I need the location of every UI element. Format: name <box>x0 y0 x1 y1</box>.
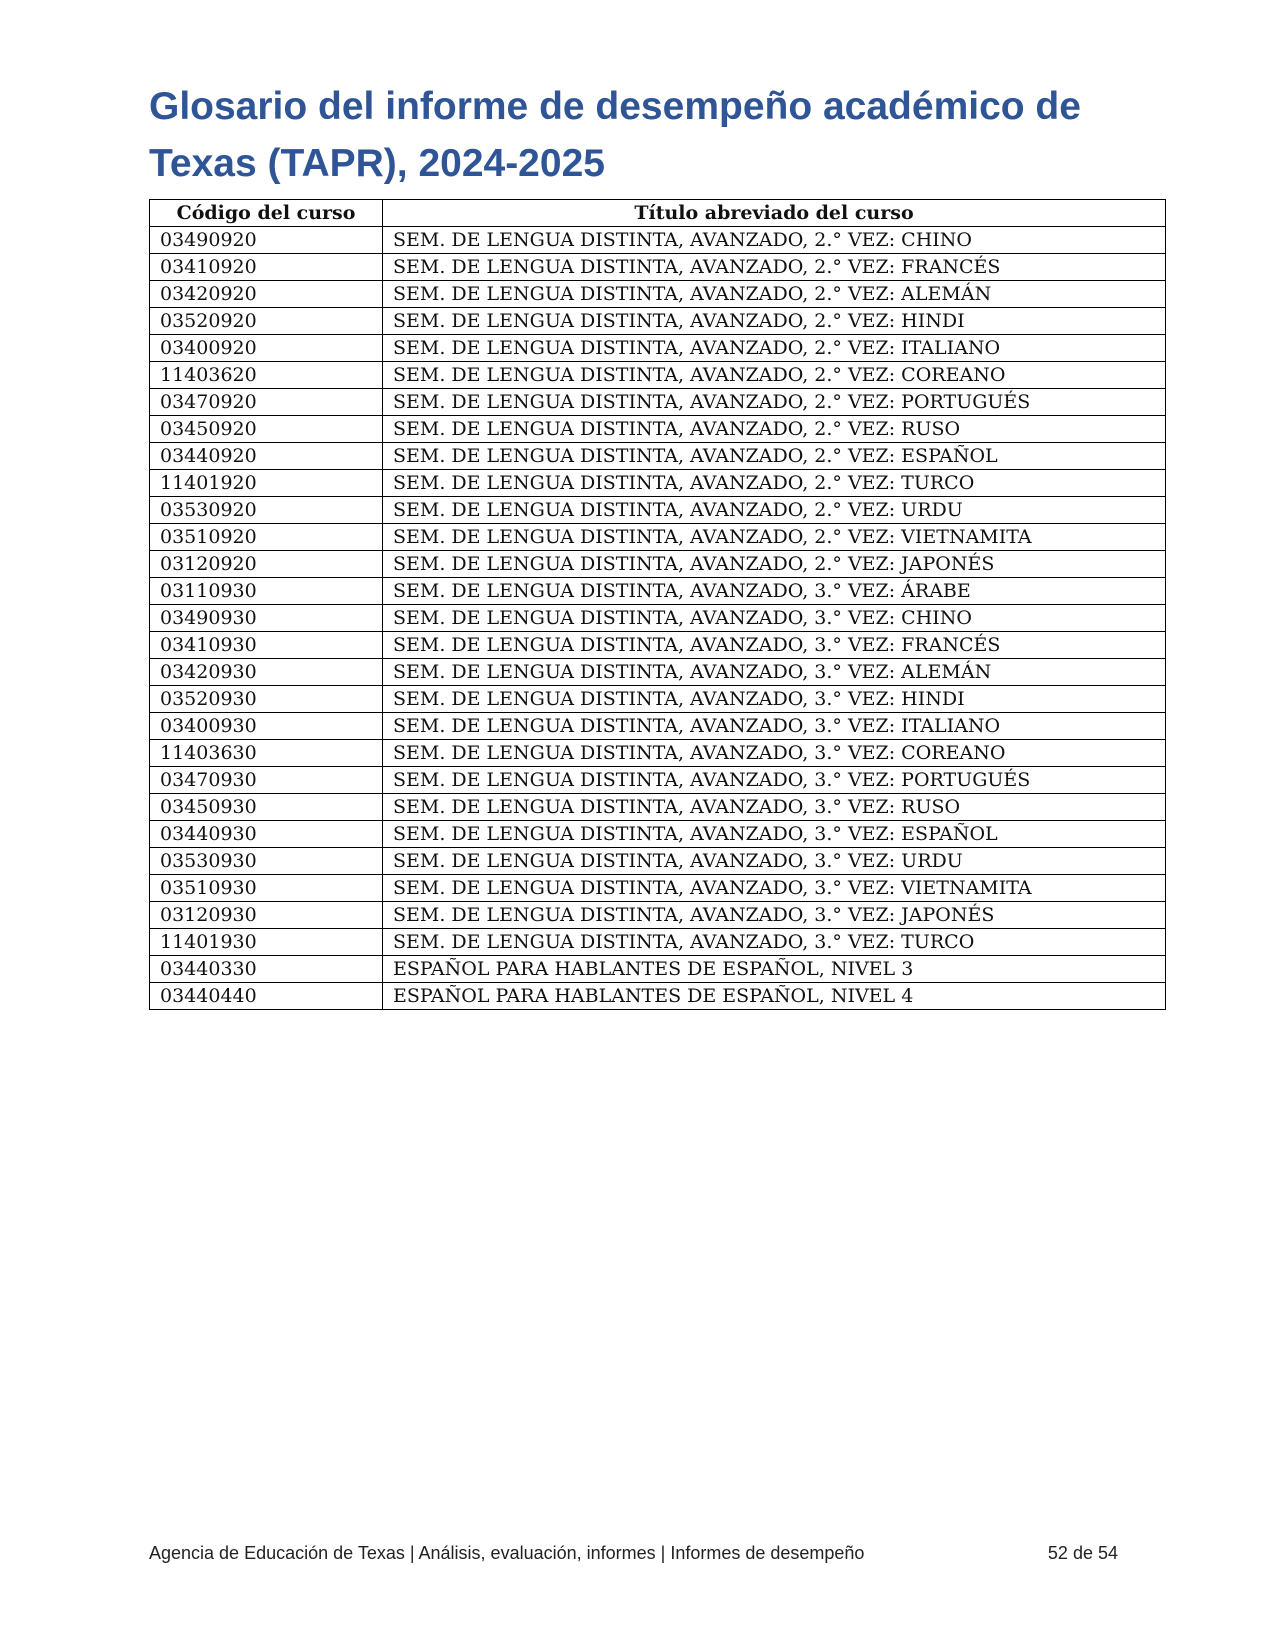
footer-agency-text: Agencia de Educación de Texas | Análisis, evaluación, informes | Informes de desempeño <box>149 1543 865 1563</box>
course-code-cell: 03120920 <box>150 551 383 578</box>
table-row <box>150 713 1166 740</box>
course-title-cell: SEM. DE LENGUA DISTINTA, AVANZADO, 2.° VEZ: JAPONÉS <box>383 551 1166 578</box>
table-row <box>150 335 1166 362</box>
course-code-cell: 03420930 <box>150 659 383 686</box>
course-code-cell: 03450920 <box>150 416 383 443</box>
course-title-cell: SEM. DE LENGUA DISTINTA, AVANZADO, 3.° VEZ: HINDI <box>383 686 1166 713</box>
course-code-cell: 03420920 <box>150 281 383 308</box>
table-row <box>150 929 1166 956</box>
course-title-cell: SEM. DE LENGUA DISTINTA, AVANZADO, 3.° VEZ: FRANCÉS <box>383 632 1166 659</box>
table-row <box>150 308 1166 335</box>
course-title-cell: SEM. DE LENGUA DISTINTA, AVANZADO, 2.° VEZ: FRANCÉS <box>383 254 1166 281</box>
course-code-cell: 03410920 <box>150 254 383 281</box>
table-row <box>150 524 1166 551</box>
table-row <box>150 443 1166 470</box>
table-row <box>150 362 1166 389</box>
course-title-cell: SEM. DE LENGUA DISTINTA, AVANZADO, 2.° VEZ: URDU <box>383 497 1166 524</box>
course-code-cell: 03410930 <box>150 632 383 659</box>
footer-page-number: 52 de 54 <box>1047 1543 1118 1563</box>
course-code-cell: 03440440 <box>150 983 383 1010</box>
course-title-cell: SEM. DE LENGUA DISTINTA, AVANZADO, 2.° VEZ: RUSO <box>383 416 1166 443</box>
course-title-cell: ESPAÑOL PARA HABLANTES DE ESPAÑOL, NIVEL 3 <box>383 956 1166 983</box>
course-title-cell: SEM. DE LENGUA DISTINTA, AVANZADO, 2.° VEZ: TURCO <box>383 470 1166 497</box>
table-row <box>150 578 1166 605</box>
course-title-cell: SEM. DE LENGUA DISTINTA, AVANZADO, 3.° VEZ: CHINO <box>383 605 1166 632</box>
course-code-cell: 03470930 <box>150 767 383 794</box>
course-title-cell: SEM. DE LENGUA DISTINTA, AVANZADO, 3.° VEZ: PORTUGUÉS <box>383 767 1166 794</box>
table-row <box>150 632 1166 659</box>
course-code-cell: 11401930 <box>150 929 383 956</box>
table-row <box>150 956 1166 983</box>
course-title-cell: SEM. DE LENGUA DISTINTA, AVANZADO, 3.° VEZ: ITALIANO <box>383 713 1166 740</box>
course-code-cell: 11403630 <box>150 740 383 767</box>
table-row <box>150 848 1166 875</box>
course-code-cell: 11401920 <box>150 470 383 497</box>
page-title-line-2: Texas (TAPR), 2024-2025 <box>149 142 605 185</box>
course-title-cell: SEM. DE LENGUA DISTINTA, AVANZADO, 3.° VEZ: ESPAÑOL <box>383 821 1166 848</box>
table-row <box>150 686 1166 713</box>
table-row <box>150 902 1166 929</box>
course-code-cell: 03400930 <box>150 713 383 740</box>
table-row <box>150 605 1166 632</box>
table-row <box>150 659 1166 686</box>
course-code-cell: 03120930 <box>150 902 383 929</box>
table-row <box>150 794 1166 821</box>
course-code-cell: 03520930 <box>150 686 383 713</box>
table-row <box>150 821 1166 848</box>
course-code-cell: 03490930 <box>150 605 383 632</box>
table-row <box>150 227 1166 254</box>
course-code-cell: 03530930 <box>150 848 383 875</box>
table-row <box>150 254 1166 281</box>
table-row <box>150 281 1166 308</box>
table-row <box>150 416 1166 443</box>
course-title-cell: SEM. DE LENGUA DISTINTA, AVANZADO, 2.° VEZ: ESPAÑOL <box>383 443 1166 470</box>
table-header-row <box>150 200 1166 227</box>
course-code-cell: 03400920 <box>150 335 383 362</box>
course-title-cell: ESPAÑOL PARA HABLANTES DE ESPAÑOL, NIVEL 4 <box>383 983 1166 1010</box>
course-code-cell: 03510930 <box>150 875 383 902</box>
course-title-cell: SEM. DE LENGUA DISTINTA, AVANZADO, 2.° VEZ: ITALIANO <box>383 335 1166 362</box>
table-row <box>150 551 1166 578</box>
course-code-cell: 03440920 <box>150 443 383 470</box>
table-row <box>150 767 1166 794</box>
course-code-cell: 03440330 <box>150 956 383 983</box>
course-code-cell: 03520920 <box>150 308 383 335</box>
course-title-cell: SEM. DE LENGUA DISTINTA, AVANZADO, 2.° VEZ: VIETNAMITA <box>383 524 1166 551</box>
table-row <box>150 389 1166 416</box>
table-row <box>150 875 1166 902</box>
course-title-cell: SEM. DE LENGUA DISTINTA, AVANZADO, 3.° VEZ: RUSO <box>383 794 1166 821</box>
course-title-cell: SEM. DE LENGUA DISTINTA, AVANZADO, 2.° VEZ: PORTUGUÉS <box>383 389 1166 416</box>
course-title-cell: SEM. DE LENGUA DISTINTA, AVANZADO, 2.° VEZ: ALEMÁN <box>383 281 1166 308</box>
course-title-cell: SEM. DE LENGUA DISTINTA, AVANZADO, 3.° VEZ: ALEMÁN <box>383 659 1166 686</box>
column-header-course-code: Código del curso <box>150 200 383 227</box>
course-title-cell: SEM. DE LENGUA DISTINTA, AVANZADO, 2.° VEZ: HINDI <box>383 308 1166 335</box>
table-row <box>150 740 1166 767</box>
course-title-cell: SEM. DE LENGUA DISTINTA, AVANZADO, 2.° VEZ: CHINO <box>383 227 1166 254</box>
course-title-cell: SEM. DE LENGUA DISTINTA, AVANZADO, 3.° VEZ: VIETNAMITA <box>383 875 1166 902</box>
course-title-cell: SEM. DE LENGUA DISTINTA, AVANZADO, 3.° VEZ: TURCO <box>383 929 1166 956</box>
course-title-cell: SEM. DE LENGUA DISTINTA, AVANZADO, 3.° VEZ: JAPONÉS <box>383 902 1166 929</box>
table-row <box>150 470 1166 497</box>
column-header-course-title: Título abreviado del curso <box>383 200 1166 227</box>
course-code-cell: 03470920 <box>150 389 383 416</box>
course-title-cell: SEM. DE LENGUA DISTINTA, AVANZADO, 3.° VEZ: ÁRABE <box>383 578 1166 605</box>
table-row <box>150 497 1166 524</box>
table-body <box>150 227 1166 1010</box>
course-code-cell: 11403620 <box>150 362 383 389</box>
course-title-cell: SEM. DE LENGUA DISTINTA, AVANZADO, 2.° VEZ: COREANO <box>383 362 1166 389</box>
course-code-cell: 03530920 <box>150 497 383 524</box>
course-code-cell: 03110930 <box>150 578 383 605</box>
course-title-cell: SEM. DE LENGUA DISTINTA, AVANZADO, 3.° VEZ: COREANO <box>383 740 1166 767</box>
page-title <box>149 78 1149 192</box>
course-glossary-table <box>149 199 1166 1010</box>
course-code-cell: 03490920 <box>150 227 383 254</box>
course-title-cell: SEM. DE LENGUA DISTINTA, AVANZADO, 3.° VEZ: URDU <box>383 848 1166 875</box>
course-code-cell: 03450930 <box>150 794 383 821</box>
course-code-cell: 03440930 <box>150 821 383 848</box>
course-code-cell: 03510920 <box>150 524 383 551</box>
table-row <box>150 983 1166 1010</box>
page-title-line-1: Glosario del informe de desempeño académico de <box>149 85 1081 128</box>
